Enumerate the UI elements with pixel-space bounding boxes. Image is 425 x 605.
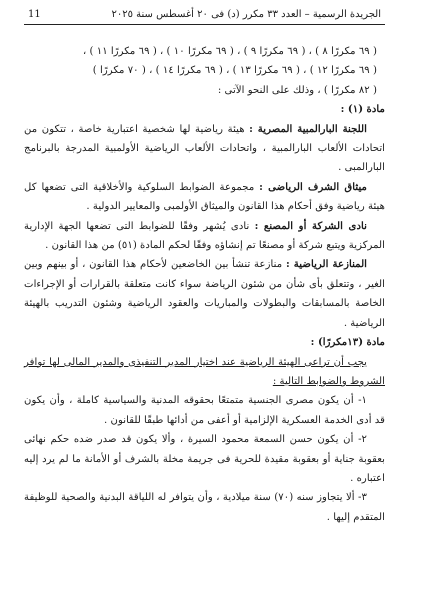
- paragraph: [24, 42, 377, 61]
- article-intro: [24, 353, 385, 392]
- condition-item: [24, 430, 385, 488]
- paragraph: [24, 61, 377, 80]
- article-heading-text: مادة (١٣مكررًا) :: [310, 336, 385, 349]
- article-heading-text: مادة (١) :: [340, 103, 385, 116]
- condition-item: [24, 488, 385, 527]
- definition: [24, 217, 385, 256]
- definition-text: مجموعة الضوابط السلوكية والأخلاقية التى تضعها كل هيئة رياضية وفق أحكام هذا القانون والميثاق الأولمبى والمعايير الدولية .: [24, 181, 385, 213]
- condition-text: ٢- أن يكون حسن السمعة محمود السيرة ، وألا يكون قد صدر ضده حكم نهائى بعقوبة جناية أو بعقوبة مقيدة للحرية فى جريمة مخلة بالشرف أو الأمانة ما لم يرد إليه اعتباره .: [24, 434, 385, 484]
- article-heading: [24, 100, 385, 119]
- paragraph: [24, 81, 377, 100]
- definition-term: المنازعة الرياضية :: [285, 258, 368, 271]
- document-body: [24, 42, 385, 527]
- article-heading: [24, 333, 385, 352]
- definition-term: ميثاق الشرف الرياضى :: [259, 180, 367, 193]
- header-title: الجريدة الرسمية – العدد ٣٣ مكرر (د) فى ٢٠ أغسطس سنة ٢٠٢٥: [111, 9, 381, 20]
- condition-item: [24, 391, 385, 430]
- definition-term: نادى الشركة أو المصنع :: [254, 219, 367, 232]
- page-number: 11: [28, 9, 41, 20]
- paragraph-text: ( ٦٩ مكررًا ١٢ ) ، ( ٦٩ مكررًا ١٣ ) ، ( ٦٩ مكررًا ١٤ ) ، ( ٧٠ مكررًا ): [92, 65, 377, 77]
- paragraph-text: ( ٨٢ مكررًا ) ، وذلك على النحو الآتى :: [217, 84, 377, 96]
- definition-text: هيئة رياضية لها شخصية اعتبارية خاصة ، تتكون من اتحادات الألعاب البارالمبية ، واتحادات الألعاب الرياضية الأولمبية المدرجة بالبرنامج البارالمبى .: [24, 123, 385, 174]
- definition: [24, 255, 385, 333]
- paragraph-text: ( ٦٩ مكررًا ٨ ) ، ( ٦٩ مكررًا ٩ ) ، ( ٦٩ مكررًا ١٠ ) ، ( ٦٩ مكررًا ١١ ) ،: [82, 46, 377, 57]
- article-intro-text: يجب أن تراعى الهيئة الرياضية عند اختيار المدير التنفيذى والمدير المالى لها توافر الشروط والضوابط التالية :: [24, 356, 385, 387]
- definition: [24, 178, 385, 217]
- condition-text: ٣- ألا يتجاوز سنه (٧٠) سنة ميلادية ، وأن يتوافر له اللياقة البدنية والصحية للوظيفة المتقدم إليها .: [24, 492, 385, 523]
- definition: [24, 120, 385, 178]
- page-header: [0, 0, 425, 26]
- definition-text: نادى يُشهر وفقًا للضوابط التى تضعها الجهة الإدارية المركزية ويتبع شركة أو مصنعًا تم إنشاؤه وفقًا لحكم المادة (٥١) من هذا القانون .: [24, 220, 385, 252]
- definition-text: منازعة تنشأ بين الخاضعين لأحكام هذا القانون ، أو بينهم وبين الغير ، وتتعلق بأى شأن من شئون الرياضة سواء كانت متعلقة بالقرارات أو الإجراءات الخاصة بالمسابقات والبطولات والمباريات والعقود الرياضية وشئون التدريب بالهيئة الرياضية .: [24, 259, 385, 329]
- definition-term: اللجنة البارالمبية المصرية :: [249, 122, 367, 135]
- condition-text: ١- أن يكون مصرى الجنسية متمتعًا بحقوقه المدنية والسياسية كاملة ، وأن يكون قد أدى الخدمة العسكرية الإلزامية أو أعفى من أدائها طبقًا للقانون .: [24, 395, 385, 426]
- header-rule: [24, 24, 385, 25]
